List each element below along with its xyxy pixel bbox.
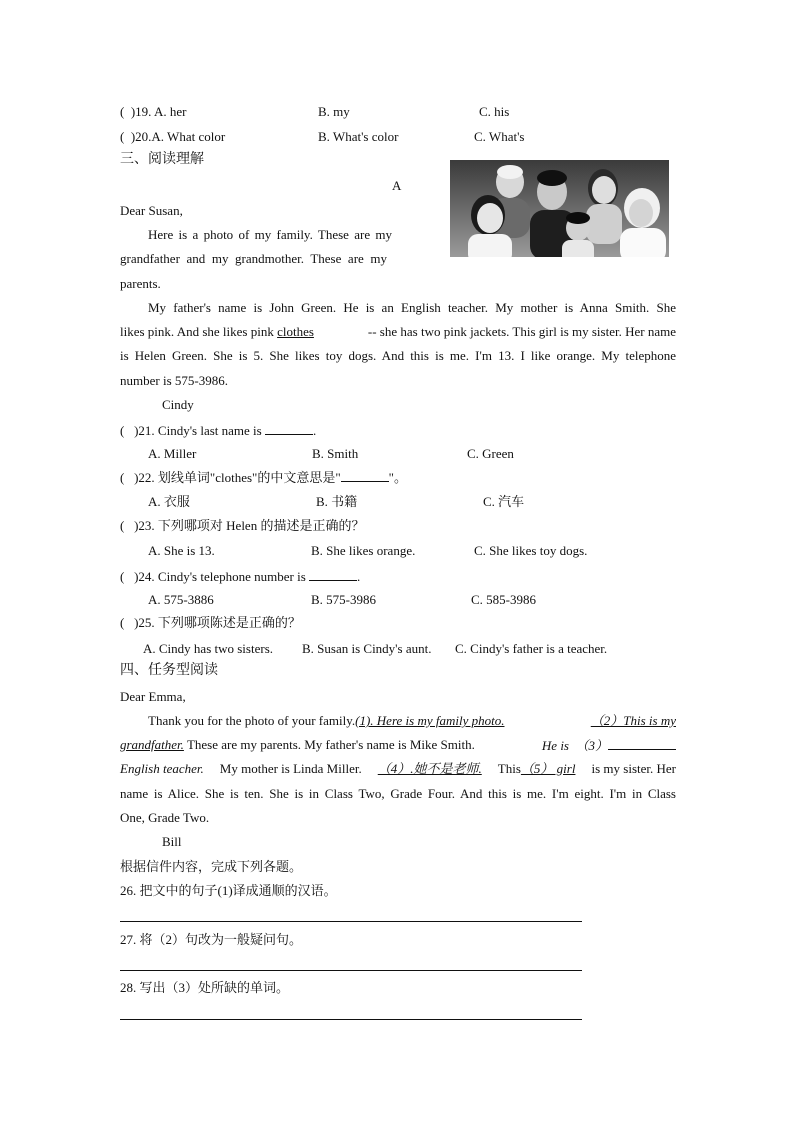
q22-option-c: C. 汽车: [483, 494, 525, 509]
sentence-2-end: grandfather.: [120, 737, 184, 752]
q22-answer-blank[interactable]: [341, 468, 389, 482]
letter-b-line3: [120, 760, 676, 778]
task-27: 27. 将（2）句改为一般疑问句。: [120, 932, 303, 947]
letter-a-p2-line4: number is 575-3986.: [120, 373, 228, 388]
letter-a-p2-line1: My father's name is John Green. He is an English teacher. My mother is Anna Smith. She: [148, 300, 676, 315]
q20-option-b: B. What's color: [318, 129, 399, 144]
section4-heading: 四、任务型阅读: [120, 663, 218, 678]
letter-b-signature: Bill: [162, 834, 182, 849]
letter-b-line1: [148, 712, 676, 730]
tasks-intro: 根据信件内容，完成下列各题。: [120, 859, 303, 874]
q19-stem: ( )19. A. her: [120, 104, 187, 119]
q19-option-c: C. his: [479, 104, 510, 119]
section3-heading: 三、阅读理解: [120, 152, 204, 167]
q25-option-a: A. Cindy has two sisters.: [143, 641, 273, 656]
blank-3-label: He is （3）: [541, 738, 608, 753]
q24-stem-text: ( )24. Cindy's telephone number is: [120, 569, 306, 584]
letter-a-salutation: Dear Susan,: [120, 203, 183, 218]
letter-a-p1-line3: parents.: [120, 276, 161, 291]
q25-option-b: B. Susan is Cindy's aunt.: [302, 641, 432, 656]
q21-stem-end: .: [312, 423, 317, 438]
letter-b-line2-middle: These are my parents. My father's name is Mike Smith.: [186, 737, 475, 752]
q21-stem: [120, 421, 316, 440]
family-photo-icon: [450, 160, 669, 257]
task-28: 28. 写出（3）处所缺的单词。: [120, 980, 290, 995]
q23-option-a: A. She is 13.: [148, 543, 215, 558]
q25-stem: ( )25. 下列哪项陈述是正确的？: [120, 615, 301, 630]
letter-a-signature: Cindy: [162, 397, 194, 412]
q24-option-a: A. 575-3886: [148, 592, 214, 607]
q21-stem-text: ( )21. Cindy's last name is: [120, 423, 262, 438]
q20-option-c: C. What's: [474, 129, 525, 144]
q24-stem-end: .: [357, 569, 361, 584]
q24-option-b: B. 575-3986: [311, 592, 376, 607]
q24-option-c: C. 585-3986: [471, 592, 536, 607]
q22-option-b: B. 书籍: [316, 494, 358, 509]
letter-a-p2-line2: [120, 323, 676, 341]
q20-stem: ( )20.A. What color: [120, 129, 226, 144]
sentence-2-start: （2）This is my: [590, 713, 676, 728]
blank-5: （5） girl: [520, 761, 576, 776]
q21-option-b: B. Smith: [312, 446, 359, 461]
q23-stem: ( )23. 下列哪项对 Helen 的描述是正确的？: [120, 518, 365, 533]
blank-3-line[interactable]: [608, 736, 676, 750]
sentence-1: (1). Here is my family photo.: [355, 713, 505, 728]
q24-stem: [120, 567, 360, 586]
q23-option-b: B. She likes orange.: [311, 543, 416, 558]
letter-b-line3-english-teacher: English teacher.: [120, 761, 204, 776]
family-photo: [450, 160, 669, 257]
passage-a-label: A: [392, 178, 402, 193]
letter-b-line3-end: is my sister. Her: [591, 761, 676, 776]
q23-option-c: C. She likes toy dogs.: [474, 543, 588, 558]
letter-b-line2: [120, 736, 676, 755]
task-26: 26. 把文中的句子(1)译成通顺的汉语。: [120, 883, 337, 898]
letter-a-p1-line2: grandfather and my grandmother. These are my: [120, 251, 387, 266]
letter-a-p2-line2-end: -- she has two pink jackets. This girl is my sister. Her name: [367, 324, 676, 339]
letter-b-line1-start: Thank you for the photo of your family.: [148, 713, 356, 728]
letter-b-line4: name is Alice. She is ten. She is in Class Two, Grade Four. And this is me. I'm eight. I'm in Class: [120, 786, 676, 801]
task-28-answer-line[interactable]: [120, 1019, 582, 1020]
q25-option-c: C. Cindy's father is a teacher.: [455, 641, 608, 656]
letter-b-salutation: Dear Emma,: [120, 689, 186, 704]
letter-a-p1-line1: Here is a photo of my family. These are my: [148, 227, 392, 242]
q22-stem: [120, 468, 407, 487]
sentence-4: （4）.她不是老师.: [377, 761, 482, 776]
task-27-answer-line[interactable]: [120, 970, 582, 971]
q21-answer-blank[interactable]: [265, 421, 313, 435]
letter-a-p2-line2-start: likes pink. And she likes pink: [120, 324, 274, 339]
q19-option-b: B. my: [318, 104, 350, 119]
clothes-underlined-word: clothes: [277, 324, 314, 339]
q22-option-a: A. 衣服: [148, 494, 190, 509]
q22-stem-end: "。: [388, 470, 407, 485]
q24-answer-blank[interactable]: [309, 567, 357, 581]
q22-stem-text: ( )22. 划线单词"clothes"的中文意思是": [120, 470, 341, 485]
task-26-answer-line[interactable]: [120, 921, 582, 922]
letter-b-line5: One, Grade Two.: [120, 810, 210, 825]
letter-a-p2-line3: is Helen Green. She is 5. She likes toy dogs. And this is me. I'm 13. I like orange. My telephone: [120, 348, 676, 363]
letter-b-line3-mother: My mother is Linda Miller.: [219, 761, 362, 776]
letter-b-line3-this: This: [497, 761, 521, 776]
q21-option-c: C. Green: [467, 446, 514, 461]
q21-option-a: A. Miller: [148, 446, 197, 461]
